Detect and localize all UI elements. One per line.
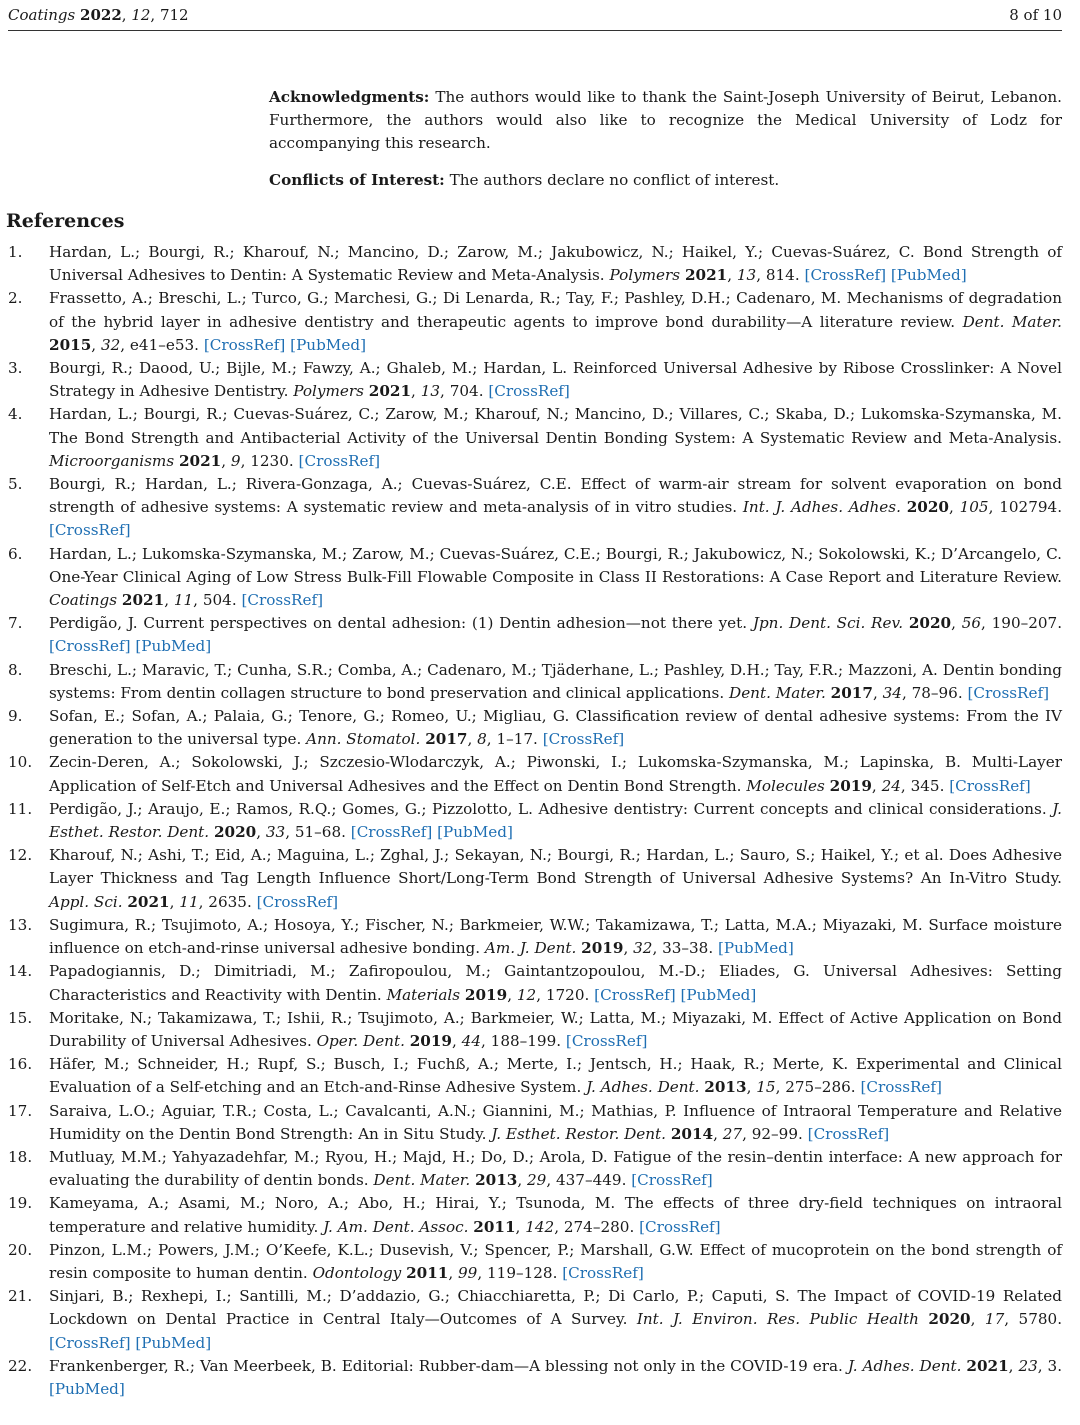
- reference-item: 9. Sofan, E.; Sofan, A.; Palaia, G.; Tenore, G.; Romeo, U.; Migliau, G. Classification review of dental adhesive systems: From the IV generation to the universal type. Ann. Stomatol. 2017, 8, 1–17. [CrossRef]: [8, 707, 1062, 749]
- reference-number: 2.: [8, 289, 23, 308]
- crossref-link[interactable]: [CrossRef]: [594, 985, 676, 1004]
- reference-item: 10. Zecin-Deren, A.; Sokolowski, J.; Szczesio-Wlodarczyk, A.; Piwonski, I.; Lukomska-Szymanska, M.; Lapinska, B. Multi-Layer Application of Self-Etch and Universal Adhesives and the Effect on Dentin Bond Strength. Molecules 2019, 24, 345. [CrossRef]: [8, 753, 1062, 795]
- reference-journal: J. Esthet. Restor. Dent.: [49, 799, 1062, 842]
- reference-pages: 119–128: [487, 1263, 553, 1282]
- reference-journal: J. Am. Dent. Assoc.: [323, 1217, 469, 1236]
- reference-item: 4. Hardan, L.; Bourgi, R.; Cuevas-Suárez, C.; Zarow, M.; Kharouf, N.; Mancino, D.; Villares, C.; Skaba, D.; Lukomska-Szymanska, M. The Bond Strength and Antibacterial Activity of the Universal Dentin Bonding System: A Systematic Review and Meta-Analysis. Microorganisms 2021, 9, 1230. [CrossRef]: [8, 405, 1062, 470]
- page-header: [8, 4, 1062, 26]
- reference-volume: 8: [477, 730, 487, 749]
- reference-number: 12.: [8, 846, 33, 865]
- reference-pages: 78–96: [911, 683, 958, 702]
- crossref-link[interactable]: [CrossRef]: [256, 892, 339, 911]
- reference-number: 21.: [8, 1287, 33, 1306]
- acknowledgments: [269, 86, 1062, 156]
- pubmed-link[interactable]: [PubMed]: [890, 266, 967, 285]
- reference-year: 2021: [127, 892, 170, 911]
- page-number: 8 of 10: [1009, 6, 1062, 24]
- reference-volume: 17: [984, 1310, 1005, 1329]
- reference-year: 2020: [906, 498, 949, 517]
- reference-item: 15. Moritake, N.; Takamizawa, T.; Ishii, R.; Tsujimoto, A.; Barkmeier, W.; Latta, M.; Miyazaki, M. Effect of Active Application on Bond Durability of Universal Adhesives. Oper. Dent. 2019, 44, 188–199. [CrossRef]: [8, 1008, 1062, 1050]
- pubmed-link[interactable]: [PubMed]: [290, 335, 366, 354]
- reference-volume: 32: [100, 335, 121, 354]
- pubmed-link[interactable]: [PubMed]: [437, 823, 513, 842]
- reference-number: 7.: [8, 614, 23, 633]
- reference-pages: 1720: [545, 985, 585, 1004]
- reference-item: 17. Saraiva, L.O.; Aguiar, T.R.; Costa, L.; Cavalcanti, A.N.; Giannini, M.; Mathias, P. Influence of Intraoral Temperature and Relative Humidity on the Dentin Bond Strength: An in Situ Study. J. Esthet. Restor. Dent. 2014, 27, 92–99. [CrossRef]: [8, 1101, 1062, 1143]
- journal-volume: 12: [131, 6, 151, 24]
- reference-volume: 9: [230, 451, 241, 470]
- crossref-link[interactable]: [CrossRef]: [241, 591, 323, 610]
- reference-pages: 504: [202, 591, 232, 610]
- reference-item: 14. Papadogiannis, D.; Dimitriadi, M.; Zafiropoulou, M.; Gaintantzopoulou, M.-D.; Eliades, G. Universal Adhesives: Setting Characteristics and Reactivity with Dentin. Materials 2019, 12, 1720. [CrossRef] [PubMed]: [8, 962, 1062, 1004]
- reference-volume: 12: [516, 985, 537, 1004]
- reference-year: 2017: [830, 683, 873, 702]
- reference-authors-title: Hardan, L.; Lukomska-Szymanska, M.; Zarow, M.; Cuevas-Suárez, C.E.; Bourgi, R.; Jakubowicz, N.; Sokolowski, K.; D’Arcangelo, C. One-Year Clinical Aging of Low Stress Bulk-Fill Flowable Composite in Class II Restorations: A Case Report and Literature Review.: [49, 544, 1062, 586]
- reference-journal: Odontology: [312, 1263, 402, 1282]
- pubmed-link[interactable]: [PubMed]: [135, 637, 212, 656]
- crossref-link[interactable]: [CrossRef]: [488, 382, 570, 401]
- reference-authors-title: Perdigão, J. Current perspectives on dental adhesion: (1) Dentin adhesion—not there yet.: [49, 614, 748, 633]
- reference-pages: 2635: [208, 892, 247, 911]
- crossref-link[interactable]: [CrossRef]: [631, 1171, 713, 1190]
- reference-item: 3. Bourgi, R.; Daood, U.; Bijle, M.; Fawzy, A.; Ghaleb, M.; Hardan, L. Reinforced Universal Adhesive by Ribose Crosslinker: A Novel Strategy in Adhesive Dentistry. Polymers 2021, 13, 704. [CrossRef]: [8, 359, 1062, 401]
- reference-journal: Appl. Sci.: [49, 892, 123, 911]
- reference-year: 2021: [966, 1356, 1009, 1375]
- reference-authors-title: Bourgi, R.; Hardan, L.; Rivera-Gonzaga, A.; Cuevas-Suárez, C.E. Effect of warm-air stream for solvent evaporation on bond strength of adhesive systems: A systematic review and meta-analysis of in vitro studies.: [49, 475, 1062, 517]
- reference-year: 2019: [581, 939, 624, 958]
- reference-volume: 27: [722, 1124, 743, 1143]
- pubmed-link[interactable]: [PubMed]: [680, 985, 757, 1004]
- reference-year: 2020: [928, 1310, 971, 1329]
- reference-volume: 23: [1018, 1356, 1038, 1375]
- reference-item: 20. Pinzon, L.M.; Powers, J.M.; O’Keefe, K.L.; Dusevish, V.; Spencer, P.; Marshall, G.W. Effect of mucoprotein on the bond strength of resin composite to human dentin. Odontology 2011, 99, 119–128. [CrossRef]: [8, 1240, 1062, 1282]
- reference-item: 19. Kameyama, A.; Asami, M.; Noro, A.; Abo, H.; Hirai, Y.; Tsunoda, M. The effects of three dry-field techniques on intraoral temperature and relative humidity. J. Am. Dent. Assoc. 2011, 142, 274–280. [CrossRef]: [8, 1194, 1062, 1236]
- reference-volume: 44: [461, 1031, 481, 1050]
- reference-volume: 99: [458, 1263, 478, 1282]
- pubmed-link[interactable]: [PubMed]: [718, 939, 794, 958]
- reference-authors-title: Mutluay, M.M.; Yahyazadehfar, M.; Ryou, H.; Majd, H.; Do, D.; Arola, D. Fatigue of the resin–dentin interface: A new approach for evaluating the durability of dentin bonds.: [49, 1147, 1062, 1190]
- reference-year: 2015: [49, 335, 92, 354]
- reference-journal: Am. J. Dent.: [484, 939, 577, 958]
- crossref-link[interactable]: [CrossRef]: [562, 1263, 644, 1282]
- reference-authors-title: Hardan, L.; Bourgi, R.; Kharouf, N.; Mancino, D.; Zarow, M.; Jakubowicz, N.; Haikel, Y.; Cuevas-Suárez, C. Bond Strength of Universal Adhesives to Dentin: A Systematic Review and Meta-Analysis.: [49, 243, 1062, 285]
- reference-item: 22. Frankenberger, R.; Van Meerbeek, B. Editorial: Rubber-dam—A blessing not only in the COVID-19 era. J. Adhes. Dent. 2021, 23, 3. [PubMed]: [8, 1356, 1063, 1398]
- reference-year: 2021: [684, 266, 728, 285]
- conflicts-text: The authors declare no conflict of interest.: [449, 170, 780, 189]
- reference-journal: J. Adhes. Dent.: [586, 1078, 700, 1097]
- reference-number: 11.: [8, 799, 33, 818]
- reference-number: 10.: [8, 753, 33, 772]
- reference-item: 1. Hardan, L.; Bourgi, R.; Kharouf, N.; Mancino, D.; Zarow, M.; Jakubowicz, N.; Haikel, Y.; Cuevas-Suárez, C. Bond Strength of Universal Adhesives to Dentin: A Systematic Review and Meta-Analysis. Polymers 2021, 13, 814. [CrossRef] [PubMed]: [8, 243, 1062, 285]
- reference-year: 2011: [473, 1217, 516, 1236]
- reference-authors-title: Hardan, L.; Bourgi, R.; Cuevas-Suárez, C.; Zarow, M.; Kharouf, N.; Mancino, D.; Villares, C.; Skaba, D.; Lukomska-Szymanska, M. The Bond Strength and Antibacterial Activity of the Universal Dentin Bonding System: A Systematic Review and Meta-Analysis.: [49, 405, 1062, 447]
- reference-item: 13. Sugimura, R.; Tsujimoto, A.; Hosoya, Y.; Fischer, N.; Barkmeier, W.W.; Takamizawa, T.; Latta, M.A.; Miyazaki, M. Surface moisture influence on etch-and-rinse universal adhesive bonding. Am. J. Dent. 2019, 32, 33–38. [PubMed]: [8, 915, 1062, 958]
- reference-year: 2011: [406, 1263, 449, 1282]
- reference-number: 3.: [8, 359, 23, 378]
- crossref-link[interactable]: [CrossRef]: [203, 335, 286, 354]
- reference-number: 14.: [8, 962, 33, 981]
- reference-pages: 5780: [1018, 1310, 1058, 1329]
- reference-journal: Ann. Stomatol.: [306, 730, 421, 749]
- reference-volume: 13: [736, 266, 757, 285]
- reference-year: 2021: [121, 591, 165, 610]
- reference-volume: 13: [420, 382, 441, 401]
- reference-number: 20.: [8, 1240, 33, 1259]
- reference-item: 16. Häfer, M.; Schneider, H.; Rupf, S.; Busch, I.; Fuchß, A.; Merte, I.; Jentsch, H.; Haak, R.; Merte, K. Experimental and Clinical Evaluation of a Self-etching and an Etch-and-Rinse Adhesive System. J. Adhes. Dent. 2013, 15, 275–286. [CrossRef]: [8, 1055, 1062, 1097]
- reference-number: 17.: [8, 1101, 33, 1120]
- reference-pages: 51–68: [294, 823, 342, 842]
- reference-pages: 188–199: [490, 1031, 557, 1050]
- reference-pages: 814: [765, 266, 795, 285]
- reference-pages: e41–e53: [129, 335, 195, 354]
- reference-volume: 11: [173, 591, 194, 610]
- crossref-link[interactable]: [CrossRef]: [49, 521, 131, 540]
- reference-volume: 33: [265, 823, 286, 842]
- conflicts-label: Conflicts of Interest:: [269, 170, 445, 189]
- reference-year: 2013: [704, 1078, 747, 1097]
- reference-number: 19.: [8, 1194, 33, 1213]
- reference-authors-title: Bourgi, R.; Daood, U.; Bijle, M.; Fawzy, A.; Ghaleb, M.; Hardan, L. Reinforced Universal Adhesive by Ribose Crosslinker: A Novel Strategy in Adhesive Dentistry.: [49, 359, 1062, 401]
- reference-number: 6.: [8, 544, 23, 563]
- crossref-link[interactable]: [CrossRef]: [565, 1031, 648, 1050]
- reference-authors-title: Papadogiannis, D.; Dimitriadi, M.; Zafiropoulou, M.; Gaintantzopoulou, M.-D.; Eliades, G. Universal Adhesives: Setting Characteristics and Reactivity with Dentin.: [49, 962, 1062, 1004]
- reference-authors-title: Saraiva, L.O.; Aguiar, T.R.; Costa, L.; Cavalcanti, A.N.; Giannini, M.; Mathias, P. Influence of Intraoral Temperature and Relative Humidity on the Dentin Bond Strength: An in Situ Study.: [49, 1101, 1062, 1143]
- reference-authors-title: Kharouf, N.; Ashi, T.; Eid, A.; Maguina, L.; Zghal, J.; Sekayan, N.; Bourgi, R.; Hardan, L.; Sauro, S.; Haikel, Y.; et al. Does Adhesive Layer Thickness and Tag Length Influence Short/Long-Term Bond Strength of Universal Adhesive Systems? An In-Vitro Study.: [49, 846, 1062, 888]
- reference-journal: Materials: [386, 985, 461, 1004]
- reference-year: 2017: [425, 730, 468, 749]
- reference-number: 13.: [8, 915, 33, 934]
- reference-volume: 105: [959, 498, 989, 517]
- reference-year: 2019: [829, 776, 872, 795]
- crossref-link[interactable]: [CrossRef]: [807, 1124, 890, 1143]
- references-heading: References: [6, 210, 125, 232]
- reference-pages: 275–286: [785, 1078, 851, 1097]
- crossref-link[interactable]: [CrossRef]: [49, 637, 131, 656]
- reference-year: 2020: [213, 823, 257, 842]
- reference-number: 16.: [8, 1055, 33, 1074]
- conflicts-of-interest: [269, 169, 1062, 192]
- reference-journal: Jpn. Dent. Sci. Rev.: [752, 614, 904, 633]
- reference-year: 2021: [368, 382, 412, 401]
- reference-item: 8. Breschi, L.; Maravic, T.; Cunha, S.R.; Comba, A.; Cadenaro, M.; Tjäderhane, L.; Pashley, D.H.; Tay, F.R.; Mazzoni, A. Dentin bonding systems: From dentin collagen structure to bond preservation and clinical applications. Dent. Mater. 2017, 34, 78–96. [CrossRef]: [8, 660, 1062, 702]
- crossref-link[interactable]: [CrossRef]: [350, 823, 433, 842]
- reference-number: 22.: [8, 1356, 33, 1375]
- reference-journal: J. Esthet. Restor. Dent.: [491, 1124, 666, 1143]
- crossref-link[interactable]: [CrossRef]: [49, 1333, 131, 1352]
- reference-pages: 1230: [250, 451, 289, 470]
- reference-journal: Molecules: [746, 776, 825, 795]
- acknowledgments-label: Acknowledgments:: [269, 88, 430, 106]
- crossref-link[interactable]: [CrossRef]: [804, 266, 887, 285]
- reference-journal: Polymers: [609, 266, 681, 285]
- reference-year: 2021: [178, 451, 222, 470]
- reference-year: 2013: [475, 1171, 518, 1190]
- reference-pages: 92–99: [751, 1124, 798, 1143]
- reference-item: 2. Frassetto, A.; Breschi, L.; Turco, G.; Marchesi, G.; Di Lenarda, R.; Tay, F.; Pashley, D.H.; Cadenaro, M. Mechanisms of degradation of the hybrid layer in adhesive dentistry and therapeutic agents to improve bond durability—A literature review. Dent. Mater. 2015, 32, e41–e53. [CrossRef] [PubMed]: [8, 289, 1062, 354]
- reference-number: 8.: [8, 660, 23, 679]
- reference-journal: Microorganisms: [49, 451, 175, 470]
- reference-pages: 190–207: [991, 614, 1058, 633]
- reference-volume: 24: [881, 776, 901, 795]
- pubmed-link[interactable]: [PubMed]: [49, 1379, 125, 1398]
- reference-pages: 1–17: [496, 730, 534, 749]
- journal-name: Coatings: [8, 6, 76, 24]
- reference-number: 15.: [8, 1008, 33, 1027]
- reference-authors-title: Breschi, L.; Maravic, T.; Cunha, S.R.; Comba, A.; Cadenaro, M.; Tjäderhane, L.; Pashley, D.H.; Tay, F.R.; Mazzoni, A. Dentin bonding systems: From dentin collagen structure to bond preservation and clinical applications.: [49, 660, 1062, 702]
- crossref-link[interactable]: [CrossRef]: [639, 1217, 721, 1236]
- reference-journal: Int. J. Adhes. Adhes.: [742, 498, 901, 517]
- reference-authors-title: Häfer, M.; Schneider, H.; Rupf, S.; Busch, I.; Fuchß, A.; Merte, I.; Jentsch, H.; Haak, R.; Merte, K. Experimental and Clinical Evaluation of a Self-etching and an Etch-and-Rinse Adhesive System.: [49, 1055, 1062, 1097]
- reference-pages: 437–449: [555, 1171, 622, 1190]
- reference-year: 2019: [464, 985, 508, 1004]
- reference-pages: 3: [1047, 1356, 1058, 1375]
- crossref-link[interactable]: [CrossRef]: [860, 1078, 942, 1097]
- reference-item: 18. Mutluay, M.M.; Yahyazadehfar, M.; Ryou, H.; Majd, H.; Do, D.; Arola, D. Fatigue of the resin–dentin interface: A new approach for evaluating the durability of dentin bonds. Dent. Mater. 2013, 29, 437–449. [CrossRef]: [8, 1147, 1062, 1190]
- reference-journal: J. Adhes. Dent.: [847, 1356, 962, 1375]
- crossref-link[interactable]: [CrossRef]: [542, 730, 625, 749]
- reference-number: 4.: [8, 405, 23, 424]
- reference-year: 2019: [409, 1031, 453, 1050]
- reference-journal: Dent. Mater.: [962, 312, 1062, 331]
- reference-authors-title: Moritake, N.; Takamizawa, T.; Ishii, R.; Tsujimoto, A.; Barkmeier, W.; Latta, M.; Miyazaki, M. Effect of Active Application on Bond Durability of Universal Adhesives.: [49, 1008, 1062, 1050]
- reference-authors-title: Frassetto, A.; Breschi, L.; Turco, G.; Marchesi, G.; Di Lenarda, R.; Tay, F.; Pashley, D.H.; Cadenaro, M. Mechanisms of degradation of the hybrid layer in adhesive dentistry and therapeutic agents to improve bond durability—A literature review.: [49, 289, 1062, 331]
- reference-item: 7. Perdigão, J. Current perspectives on dental adhesion: (1) Dentin adhesion—not there yet. Jpn. Dent. Sci. Rev. 2020, 56, 190–207. [CrossRef] [PubMed]: [8, 614, 1063, 656]
- reference-volume: 142: [525, 1217, 555, 1236]
- reference-item: 21. Sinjari, B.; Rexhepi, I.; Santilli, M.; D’addazio, G.; Chiacchiaretta, P.; Di Carlo, P.; Caputi, S. The Impact of COVID-19 Related Lockdown on Dental Practice in Central Italy—Outcomes of A Survey. Int. J. Environ. Res. Public Health 2020, 17, 5780. [CrossRef] [PubMed]: [8, 1287, 1063, 1352]
- reference-journal: Int. J. Environ. Res. Public Health: [636, 1310, 919, 1329]
- reference-journal: Dent. Mater.: [729, 683, 826, 702]
- reference-item: 11. Perdigão, J.; Araujo, E.; Ramos, R.Q.; Gomes, G.; Pizzolotto, L. Adhesive dentistry: Current concepts and clinical considerations. J. Esthet. Restor. Dent. 2020, 33, 51–68. [CrossRef] [PubMed]: [8, 799, 1062, 842]
- reference-authors-title: Zecin-Deren, A.; Sokolowski, J.; Szczesio-Wlodarczyk, A.; Piwonski, I.; Lukomska-Szymanska, M.; Lapinska, B. Multi-Layer Application of Self-Etch and Universal Adhesives and the Effect on Dentin Bond Strength.: [49, 753, 1062, 795]
- reference-volume: 56: [961, 614, 982, 633]
- acknowledgments-text: The authors would like to thank the Saint-Joseph University of Beirut, Lebanon. Furthermore, the authors would also like to recognize the Medical University of Lodz for accompanying this research.: [269, 88, 1063, 153]
- reference-item: 5. Bourgi, R.; Hardan, L.; Rivera-Gonzaga, A.; Cuevas-Suárez, C.E. Effect of warm-air stream for solvent evaporation on bond strength of adhesive systems: A systematic review and meta-analysis of in vitro studies. Int. J. Adhes. Adhes. 2020, 105, 102794. [CrossRef]: [8, 475, 1063, 540]
- reference-volume: 32: [633, 939, 653, 958]
- reference-volume: 29: [527, 1171, 547, 1190]
- reference-journal: Coatings: [49, 591, 118, 610]
- reference-item: 12. Kharouf, N.; Ashi, T.; Eid, A.; Maguina, L.; Zghal, J.; Sekayan, N.; Bourgi, R.; Hardan, L.; Sauro, S.; Haikel, Y.; et al. Does Adhesive Layer Thickness and Tag Length Influence Short/Long-Term Bond Strength of Universal Adhesive Systems? An In-Vitro Study. Appl. Sci. 2021, 11, 2635. [CrossRef]: [8, 846, 1062, 911]
- crossref-link[interactable]: [CrossRef]: [949, 776, 1031, 795]
- reference-number: 1.: [8, 243, 23, 261]
- reference-authors-title: Sinjari, B.; Rexhepi, I.; Santilli, M.; D’addazio, G.; Chiacchiaretta, P.; Di Carlo, P.; Caputi, S. The Impact of COVID-19 Related Lockdown on Dental Practice in Central Italy—Outcomes of A Survey.: [49, 1287, 1062, 1329]
- crossref-link[interactable]: [CrossRef]: [298, 451, 381, 470]
- reference-item: 6. Hardan, L.; Lukomska-Szymanska, M.; Zarow, M.; Cuevas-Suárez, C.E.; Bourgi, R.; Jakubowicz, N.; Sokolowski, K.; D’Arcangelo, C. One-Year Clinical Aging of Low Stress Bulk-Fill Flowable Composite in Class II Restorations: A Case Report and Literature Review. Coatings 2021, 11, 504. [CrossRef]: [8, 544, 1062, 610]
- reference-journal: Dent. Mater.: [373, 1171, 471, 1190]
- reference-journal: Oper. Dent.: [316, 1031, 405, 1050]
- crossref-link[interactable]: [CrossRef]: [967, 683, 1050, 702]
- reference-pages: 33–38: [662, 939, 709, 958]
- journal-year: 2022: [80, 6, 122, 24]
- reference-pages: 704: [449, 382, 479, 401]
- reference-authors-title: Frankenberger, R.; Van Meerbeek, B. Editorial: Rubber-dam—A blessing not only in the COVID-19 era.: [49, 1356, 843, 1375]
- reference-pages: 274–280: [563, 1217, 630, 1236]
- reference-authors-title: Perdigão, J.; Araujo, E.; Ramos, R.Q.; Gomes, G.; Pizzolotto, L. Adhesive dentistry: Current concepts and clinical considerations.: [49, 799, 1047, 818]
- backmatter: [269, 86, 1062, 205]
- header-rule: [8, 30, 1062, 31]
- reference-authors-title: Sofan, E.; Sofan, A.; Palaia, G.; Tenore, G.; Romeo, U.; Migliau, G. Classification review of dental adhesive systems: From the IV generation to the universal type.: [49, 707, 1062, 749]
- reference-year: 2020: [908, 614, 952, 633]
- running-head: Coatings 2022, 12, 712: [8, 6, 189, 24]
- reference-pages: 102794: [999, 498, 1058, 517]
- reference-volume: 11: [179, 892, 199, 911]
- reference-authors-title: Sugimura, R.; Tsujimoto, A.; Hosoya, Y.; Fischer, N.; Barkmeier, W.W.; Takamizawa, T.; Latta, M.A.; Miyazaki, M. Surface moisture influence on etch-and-rinse universal adhesive bonding.: [49, 915, 1062, 958]
- reference-number: 18.: [8, 1147, 33, 1166]
- reference-number: 9.: [8, 707, 23, 726]
- reference-number: 5.: [8, 475, 23, 494]
- reference-list: [0, 241, 1062, 1401]
- reference-authors-title: Kameyama, A.; Asami, M.; Noro, A.; Abo, H.; Hirai, Y.; Tsunoda, M. The effects of three dry-field techniques on intraoral temperature and relative humidity.: [49, 1194, 1062, 1236]
- reference-pages: 345: [910, 776, 940, 795]
- reference-year: 2014: [670, 1124, 714, 1143]
- reference-volume: 34: [882, 683, 902, 702]
- reference-volume: 15: [756, 1078, 776, 1097]
- pubmed-link[interactable]: [PubMed]: [135, 1333, 212, 1352]
- reference-journal: Polymers: [293, 382, 364, 401]
- reference-authors-title: Pinzon, L.M.; Powers, J.M.; O’Keefe, K.L.; Dusevish, V.; Spencer, P.; Marshall, G.W. Effect of mucoprotein on the bond strength of resin composite to human dentin.: [49, 1240, 1062, 1282]
- article-number: 712: [159, 6, 189, 24]
